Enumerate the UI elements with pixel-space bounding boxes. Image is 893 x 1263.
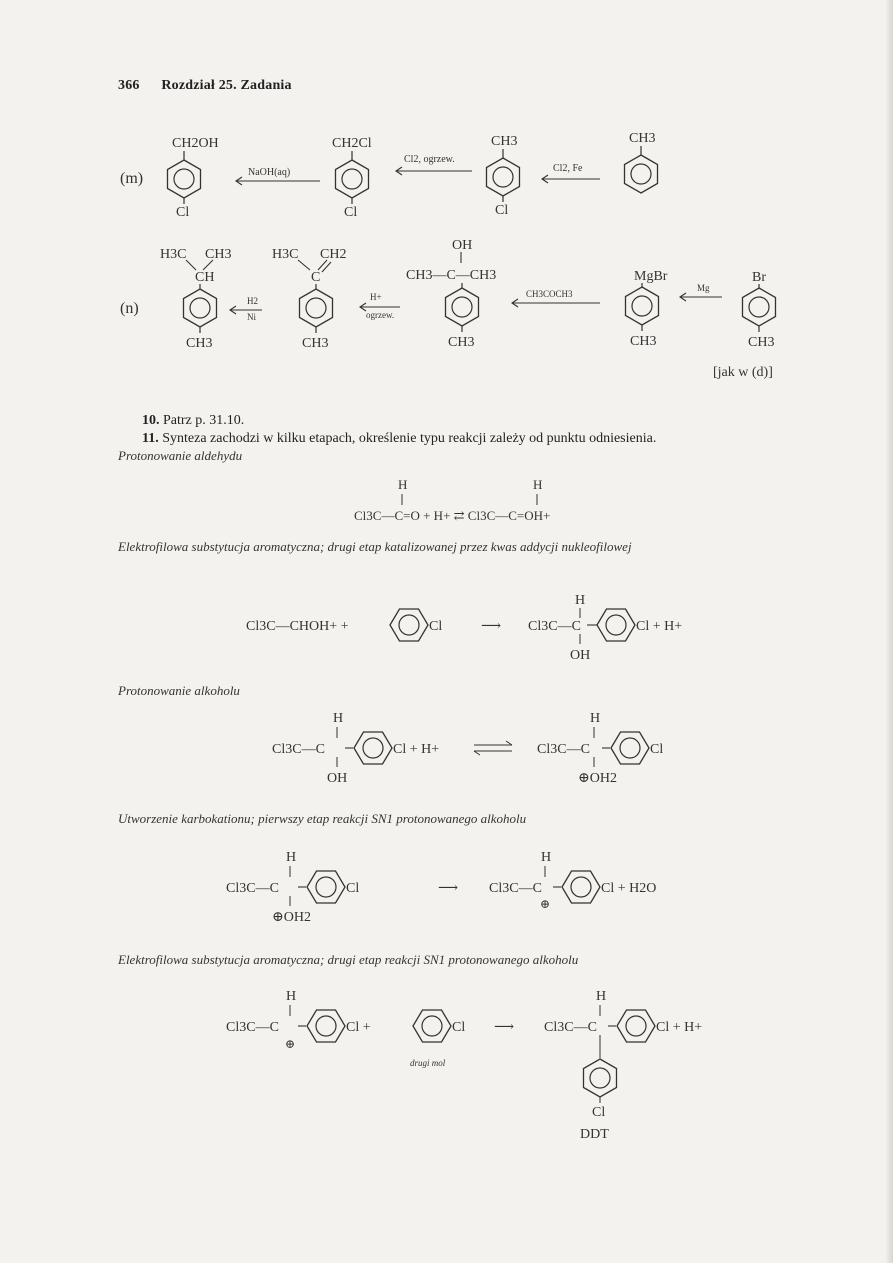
n4-bottom: CH3: [630, 334, 657, 349]
scheme-n-label: (n): [120, 300, 139, 317]
eq2-oh: OH: [570, 648, 591, 663]
benzene-ring-icon: [611, 732, 649, 764]
m4-top: CH3: [629, 131, 656, 146]
eq5-cl: Cl: [452, 1020, 466, 1035]
eq3-oh2: ⊕OH2: [578, 771, 617, 786]
eq3-tail1: Cl + H+: [393, 742, 440, 757]
eq4-oh2: ⊕OH2: [272, 910, 311, 925]
n-note: [jak w (d)]: [713, 365, 773, 380]
m1-bottom: Cl: [176, 205, 190, 220]
benzene-ring-icon: [354, 732, 392, 764]
eq5-prod: Cl3C—C: [544, 1020, 597, 1035]
eq3-h2: H: [590, 711, 601, 726]
eq4-h1: H: [286, 850, 297, 865]
eq3-oh: OH: [327, 771, 348, 786]
benzene-ring-icon: [617, 1010, 655, 1042]
eq1-h1: H: [398, 477, 408, 492]
n3-oh: OH: [452, 238, 473, 253]
eq5-mol: drugi mol: [410, 1058, 446, 1068]
m3-bottom: Cl: [495, 203, 509, 218]
benzene-ring-icon: [336, 160, 369, 198]
m3-top: CH3: [491, 134, 518, 149]
n4-top: MgBr: [634, 269, 668, 284]
eq2-h: H: [575, 593, 586, 608]
eq2-tail: Cl + H+: [636, 619, 683, 634]
n1-top3: CH: [195, 270, 215, 285]
m-arrow2-label: Cl2, ogrzew.: [404, 154, 455, 165]
eq5-plus: ⊕: [285, 1037, 296, 1051]
benzene-ring-icon: [562, 871, 600, 903]
eq4-prod: Cl3C—C: [489, 881, 542, 896]
n2-bottom: CH3: [302, 336, 329, 351]
heading-karbokation: Utworzenie karbokationu; pierwszy etap reakcji SN1 protonowanego alkoholu: [118, 811, 527, 826]
eq2-cl: Cl: [429, 619, 443, 634]
chapter-title: Rozdział 25. Zadania: [161, 78, 292, 93]
benzene-ring-icon: [184, 289, 217, 327]
heading-protonowanie-aldehydu: Protonowanie aldehydu: [118, 448, 243, 463]
eq4-plus: ⊕: [540, 897, 551, 911]
n3-bottom: CH3: [448, 335, 475, 350]
eq3-left: Cl3C—C: [272, 742, 325, 757]
benzene-ring-icon: [626, 287, 659, 325]
eq5-h1: H: [286, 989, 297, 1004]
n-arrow3-label: CH3COCH3: [526, 289, 573, 299]
eq3-h1: H: [333, 711, 344, 726]
benzene-ring-icon: [168, 160, 201, 198]
m2-bottom: Cl: [344, 205, 358, 220]
eq3-prod: Cl3C—C: [537, 742, 590, 757]
benzene-ring-icon: [300, 289, 333, 327]
benzene-ring-icon: [413, 1010, 451, 1042]
m2-top: CH2Cl: [332, 136, 372, 151]
benzene-ring-icon: [446, 288, 479, 326]
eq5-cl-bottom: Cl: [592, 1105, 606, 1120]
item-10: 10. Patrz p. 31.10.: [142, 413, 245, 428]
benzene-ring-icon: [625, 155, 658, 193]
n1-top2: CH3: [205, 247, 232, 262]
n3-mid: CH3—C—CH3: [406, 268, 497, 283]
eq2-arrow: ⟶: [481, 619, 502, 634]
benzene-ring-icon: [390, 609, 428, 641]
m-arrow1-label: NaOH(aq): [248, 167, 291, 178]
eq5-h2: H: [596, 989, 607, 1004]
n1-bottom: CH3: [186, 336, 213, 351]
benzene-ring-icon: [584, 1059, 617, 1097]
n2-top2: CH2: [320, 247, 347, 262]
eq5-tail2: Cl + H+: [656, 1020, 703, 1035]
m-arrow3-label: Cl2, Fe: [553, 163, 583, 174]
n2-top3: C: [311, 270, 321, 285]
benzene-ring-icon: [307, 871, 345, 903]
m1-top: CH2OH: [172, 136, 219, 151]
eq5-tail1: Cl +: [346, 1020, 371, 1035]
n-arrow2-top: H+: [370, 292, 382, 302]
benzene-ring-icon: [487, 158, 520, 196]
n5-bottom: CH3: [748, 335, 775, 350]
eq4-arrow: ⟶: [438, 881, 459, 896]
benzene-ring-icon: [743, 288, 776, 326]
scheme-m-label: (m): [120, 170, 144, 187]
eq2-prod: Cl3C—C: [528, 619, 581, 634]
eq1-line: Cl3C—C=O + H+ ⇄ Cl3C—C=OH+: [354, 508, 551, 523]
eq3-tail2: Cl: [650, 742, 664, 757]
n-arrow2-bottom: ogrzew.: [366, 310, 395, 320]
heading-protonowanie-alkoholu: Protonowanie alkoholu: [118, 683, 240, 698]
page-number: 366: [118, 78, 140, 93]
n-arrow4-label: Mg: [697, 283, 710, 293]
benzene-ring-icon: [307, 1010, 345, 1042]
heading-substytucja-1: Elektrofilowa substytucja aromatyczna; drugi etap katalizowanej przez kwas addycji nukleofilowej: [118, 539, 632, 554]
item-11: 11. Synteza zachodzi w kilku etapach, określenie typu reakcji zależy od punktu odniesienia.: [142, 431, 657, 446]
eq1-h2: H: [533, 477, 543, 492]
n5-top: Br: [752, 270, 766, 285]
eq5-left: Cl3C—C: [226, 1020, 279, 1035]
n2-top1: H3C: [272, 247, 299, 262]
eq5-arrow: ⟶: [494, 1020, 515, 1035]
eq4-tail1: Cl: [346, 881, 360, 896]
eq4-h2: H: [541, 850, 552, 865]
n-arrow1-top: H2: [247, 296, 258, 306]
eq2-left: Cl3C—CHOH+ +: [246, 619, 349, 634]
heading-substytucja-2: Elektrofilowa substytucja aromatyczna; drugi etap reakcji SN1 protonowanego alkoholu: [118, 952, 579, 967]
eq4-left: Cl3C—C: [226, 881, 279, 896]
n-arrow1-bottom: Ni: [247, 312, 256, 322]
n1-top1: H3C: [160, 247, 187, 262]
ddt-label: DDT: [580, 1127, 609, 1142]
eq4-tail2: Cl + H2O: [601, 881, 657, 896]
benzene-ring-icon: [597, 609, 635, 641]
